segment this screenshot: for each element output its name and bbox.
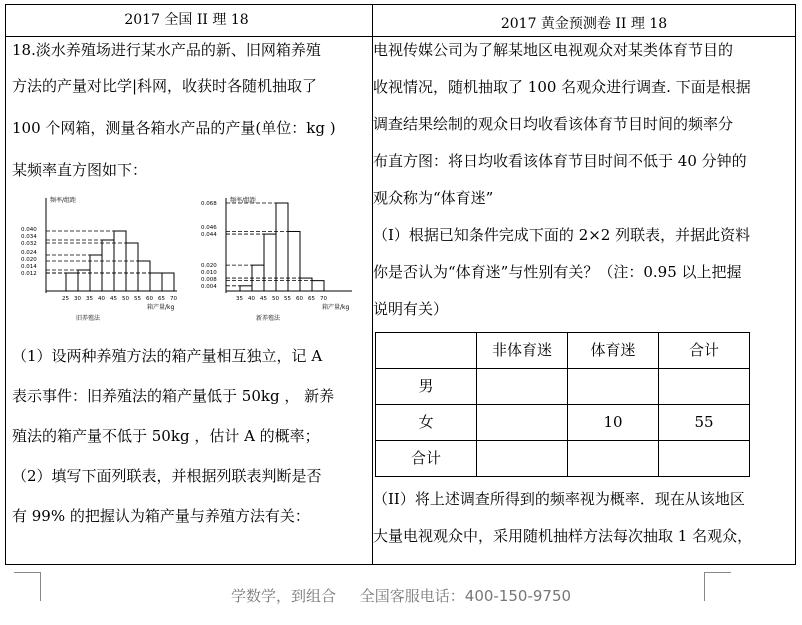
y-tick-label: 0.044: [201, 232, 217, 239]
bar: [66, 273, 78, 291]
text-line: （1）设两种养殖方法的箱产量相互独立，记 A: [12, 347, 323, 365]
x-tick-label: 30: [74, 296, 81, 302]
text-line: 电视传媒公司为了解某地区电视观众对某类体育节目的: [373, 41, 734, 59]
text-line: （2）填写下面列联表，并根据列联表判断是否: [12, 467, 322, 485]
text-line: 布直方图：将日均收看该体育节目时间不低于 40 分钟的: [373, 152, 747, 170]
x-tick-label: 70: [320, 296, 327, 302]
bar: [312, 281, 324, 291]
y-tick-label: 0.032: [21, 241, 37, 247]
y-tick-label: 0.014: [21, 264, 37, 270]
bar: [138, 261, 150, 291]
y-tick-label: 0.004: [201, 283, 217, 290]
x-tick-label: 60: [296, 296, 303, 302]
x-tick-label: 65: [308, 296, 315, 302]
y-tick-label: 0.010: [201, 269, 217, 276]
table-cell: 合计: [376, 441, 477, 477]
bar: [300, 278, 312, 291]
text-line: 调查结果绘制的观众日均收看该体育节目时间的频率分: [373, 115, 734, 133]
text-line: 观众称为“体育迷”: [373, 189, 494, 207]
text-line: 方法的产量对比学|科网，收获时各随机抽取了: [12, 77, 318, 95]
text-line: （I）根据已知条件完成下面的 2×2 列联表，并据此资料: [373, 226, 751, 244]
chart-title: 新养殖法: [256, 315, 281, 322]
right-column: [373, 32, 793, 555]
table-row: [376, 369, 750, 405]
text-line: 殖法的箱产量不低于 50kg ，估计 A 的概率；: [12, 427, 320, 445]
x-tick-label: 60: [146, 296, 153, 302]
table-cell: 男: [376, 369, 477, 405]
y-tick-label: 0.012: [21, 271, 37, 277]
table-cell: [376, 333, 477, 369]
x-tick-label: 35: [236, 296, 243, 302]
x-tick-label: 55: [134, 296, 141, 302]
table-cell: 体育迷: [568, 333, 659, 369]
y-tick-label: 0.046: [201, 225, 217, 232]
x-tick-label: 45: [110, 296, 117, 302]
x-tick-label: 45: [260, 296, 267, 302]
contingency-table: [375, 332, 750, 477]
text-line: 表示事件：旧养殖法的箱产量低于 50kg ， 新养: [12, 387, 335, 405]
text-line: 你是否认为“体育迷”与性别有关？（注：0.95 以上把握: [373, 263, 742, 281]
table-cell: [659, 369, 750, 405]
bar: [150, 273, 162, 291]
table-cell: [477, 405, 568, 441]
y-tick-label: 0.034: [21, 234, 37, 240]
x-tick-label: 40: [248, 296, 255, 302]
table-cell: [568, 369, 659, 405]
y-axis-label: 频率/组距: [50, 197, 77, 204]
bar: [126, 243, 138, 291]
text-line: 有 99% 的把握认为箱产量与养殖方法有关：: [12, 507, 310, 525]
x-tick-label: 70: [170, 296, 177, 302]
x-tick-label: 55: [284, 296, 291, 302]
y-tick-label: 0.008: [201, 276, 217, 283]
x-tick-label: 50: [272, 296, 279, 302]
table-row: [376, 405, 750, 441]
bar: [102, 240, 114, 291]
y-tick-label: 0.068: [201, 201, 217, 207]
table-cell: [477, 441, 568, 477]
y-tick-label: 0.040: [21, 227, 37, 233]
table-cell: [659, 441, 750, 477]
text-line: （II）将上述调查所得到的频率视为概率．现在从该地区: [373, 490, 745, 508]
y-tick-label: 0.024: [21, 250, 37, 256]
text-line: 某频率直方图如下：: [12, 161, 148, 179]
x-axis-label: 箱产量/kg: [147, 304, 175, 311]
x-tick-label: 40: [98, 296, 105, 302]
histograms: [12, 188, 362, 323]
y-axis-label: 频率/组距: [230, 197, 257, 204]
bar: [264, 234, 276, 291]
table-cell: [568, 441, 659, 477]
text-line: 说明有关）: [373, 300, 449, 318]
table-row: [376, 441, 750, 477]
left-title: 2017 全国 II 理 18: [124, 12, 249, 28]
bar: [240, 286, 252, 291]
text-line: 18.淡水养殖场进行某水产品的新、旧网箱养殖: [12, 41, 321, 59]
x-axis-label: 箱产量/kg: [322, 304, 350, 311]
x-tick-label: 25: [62, 296, 69, 302]
x-tick-label: 50: [122, 296, 129, 302]
text-line: 100 个网箱，测量各箱水产品的产量(单位：kg ): [12, 119, 336, 137]
left-column: [12, 32, 362, 536]
table-cell: 女: [376, 405, 477, 441]
chart-title: 旧养殖法: [76, 315, 101, 322]
table-cell: 合计: [659, 333, 750, 369]
x-tick-label: 35: [86, 296, 93, 302]
bar: [162, 273, 174, 291]
text-line: 大量电视观众中，采用随机抽样方法每次抽取 1 名观众，: [373, 527, 753, 545]
right-title: 2017 黄金预测卷 II 理 18: [500, 16, 668, 32]
table-cell: 10: [568, 405, 659, 441]
footer: 学数学，到组合 全国客服电话：400-150-9750: [230, 587, 572, 605]
table-row: [376, 333, 750, 369]
y-tick-label: 0.020: [201, 262, 217, 269]
y-tick-label: 0.020: [21, 257, 37, 263]
table-cell: [477, 369, 568, 405]
bar: [288, 231, 300, 291]
table-cell: 非体育迷: [477, 333, 568, 369]
x-tick-label: 65: [158, 296, 165, 302]
text-line: 收视情况，随机抽取了 100 名观众进行调查. 下面是根据: [373, 78, 751, 96]
table-cell: 55: [659, 405, 750, 441]
